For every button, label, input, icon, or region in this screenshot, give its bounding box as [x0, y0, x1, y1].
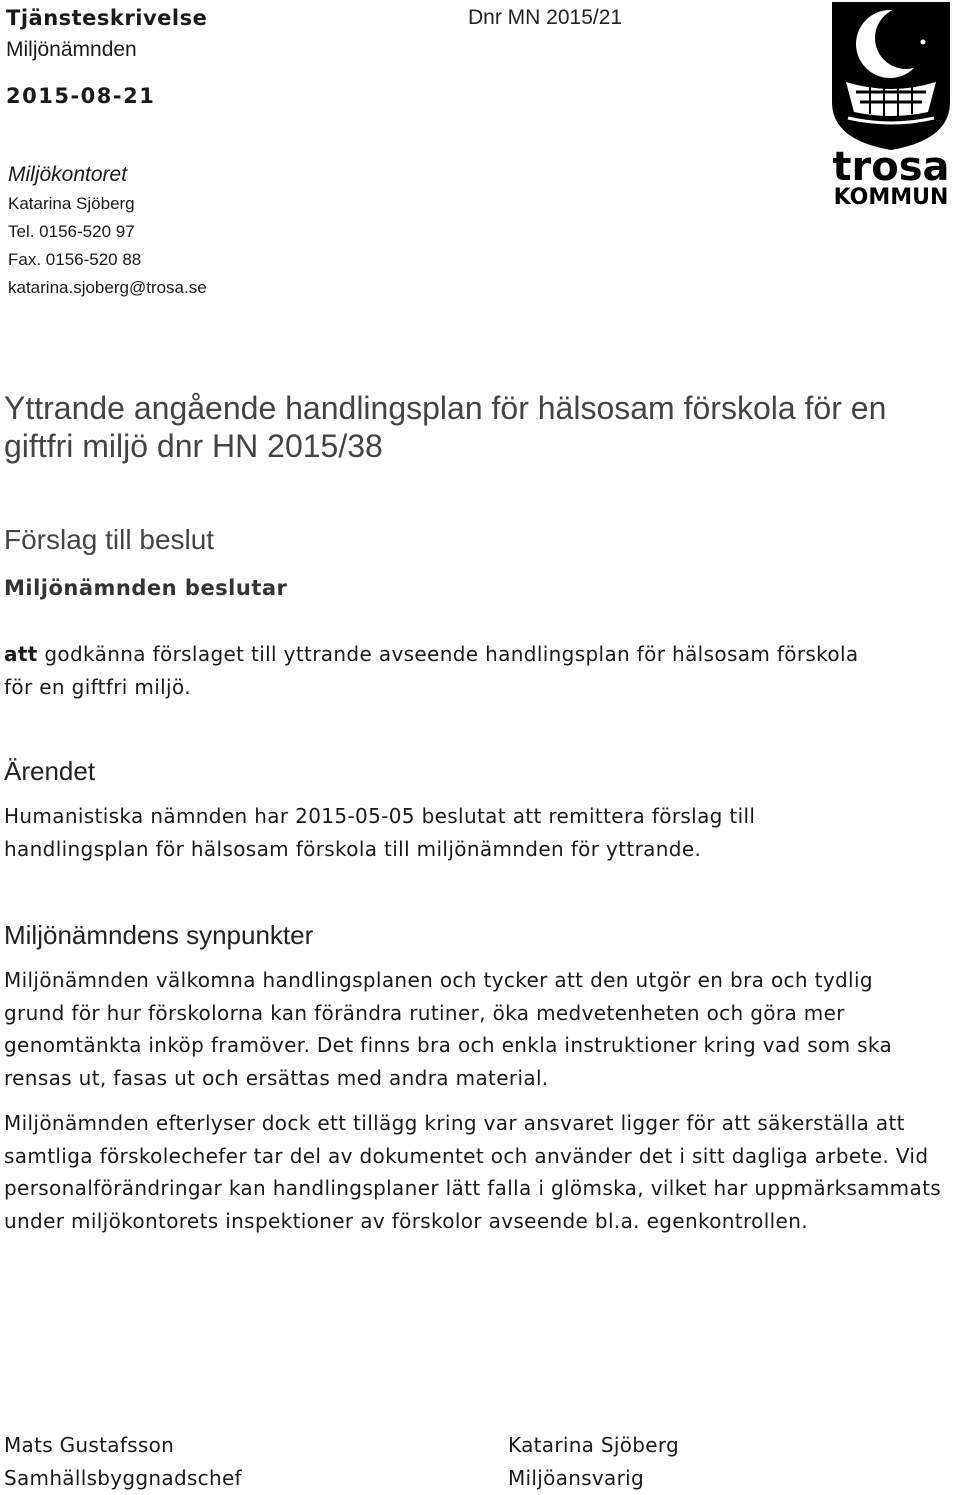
sender-email: katarina.sjoberg@trosa.se — [8, 278, 207, 297]
sender-phone: Tel. 0156-520 97 — [8, 222, 135, 241]
sender-fax: Fax. 0156-520 88 — [8, 250, 142, 269]
reference-number: Dnr MN 2015/21 — [468, 6, 623, 29]
viewpoints-paragraph-2: Miljönämnden efterlyser dock ett tillägg kring var ansvaret ligger för att säkerställa att samtliga förskolechefer tar del av dokumentet och använder det i sitt dagliga arbete. Vid personalförändringar kan handlingsplaner lätt falla i glömska, vilket har uppmärksammats under miljökontorets inspektioner av förskolor avseende bl.a. egenkontrollen. — [4, 1111, 942, 1233]
logo-wordmark: trosa — [832, 144, 950, 190]
matter-heading: Ärendet — [4, 756, 96, 786]
signature-name-1: Mats Gustafsson — [4, 1433, 175, 1457]
document-type: Tjänsteskrivelse — [6, 6, 208, 30]
logo-subtitle: KOMMUN — [833, 185, 949, 210]
matter-paragraph: Humanistiska nämnden har 2015-05-05 beslutat att remittera förslag till handlingsplan för hälsosam förskola till miljönämnden för yttrande. — [4, 804, 756, 861]
viewpoints-heading: Miljönämndens synpunkter — [4, 920, 314, 950]
board-name: Miljönämnden — [6, 38, 137, 61]
trosa-coat-of-arms-icon — [826, 0, 956, 210]
signature-name-2: Katarina Sjöberg — [508, 1433, 680, 1457]
decision-lead: att — [4, 642, 38, 666]
sender-office: Miljökontoret — [8, 163, 128, 186]
document-date: 2015-08-21 — [6, 84, 156, 108]
decision-text: godkänna förslaget till yttrande avseende handlingsplan för hälsosam förskola för en giftfri miljö. — [4, 642, 859, 699]
viewpoints-paragraph-1: Miljönämnden välkomna handlingsplanen och tycker att den utgör en bra och tydlig grund för hur förskolorna kan förändra rutiner, öka medvetenheten och göra mer genomtänkta inköp framöver. Det finns bra och enkla instruktioner kring vad som ska rensas ut, fasas ut och ersättas med andra material. — [4, 968, 893, 1090]
trosa-kommun-logo — [826, 0, 956, 214]
decision-paragraph — [4, 638, 884, 703]
signature-title-2: Miljöansvarig — [508, 1466, 644, 1490]
sender-name: Katarina Sjöberg — [8, 194, 135, 213]
proposal-subheading: Miljönämnden beslutar — [4, 576, 288, 600]
document-title: Yttrande angående handlingsplan för hälsosam förskola för en giftfri miljö dnr HN 2015/38 — [4, 390, 887, 464]
signature-title-1: Samhällsbyggnadschef — [4, 1466, 242, 1490]
proposal-heading: Förslag till beslut — [4, 524, 215, 555]
